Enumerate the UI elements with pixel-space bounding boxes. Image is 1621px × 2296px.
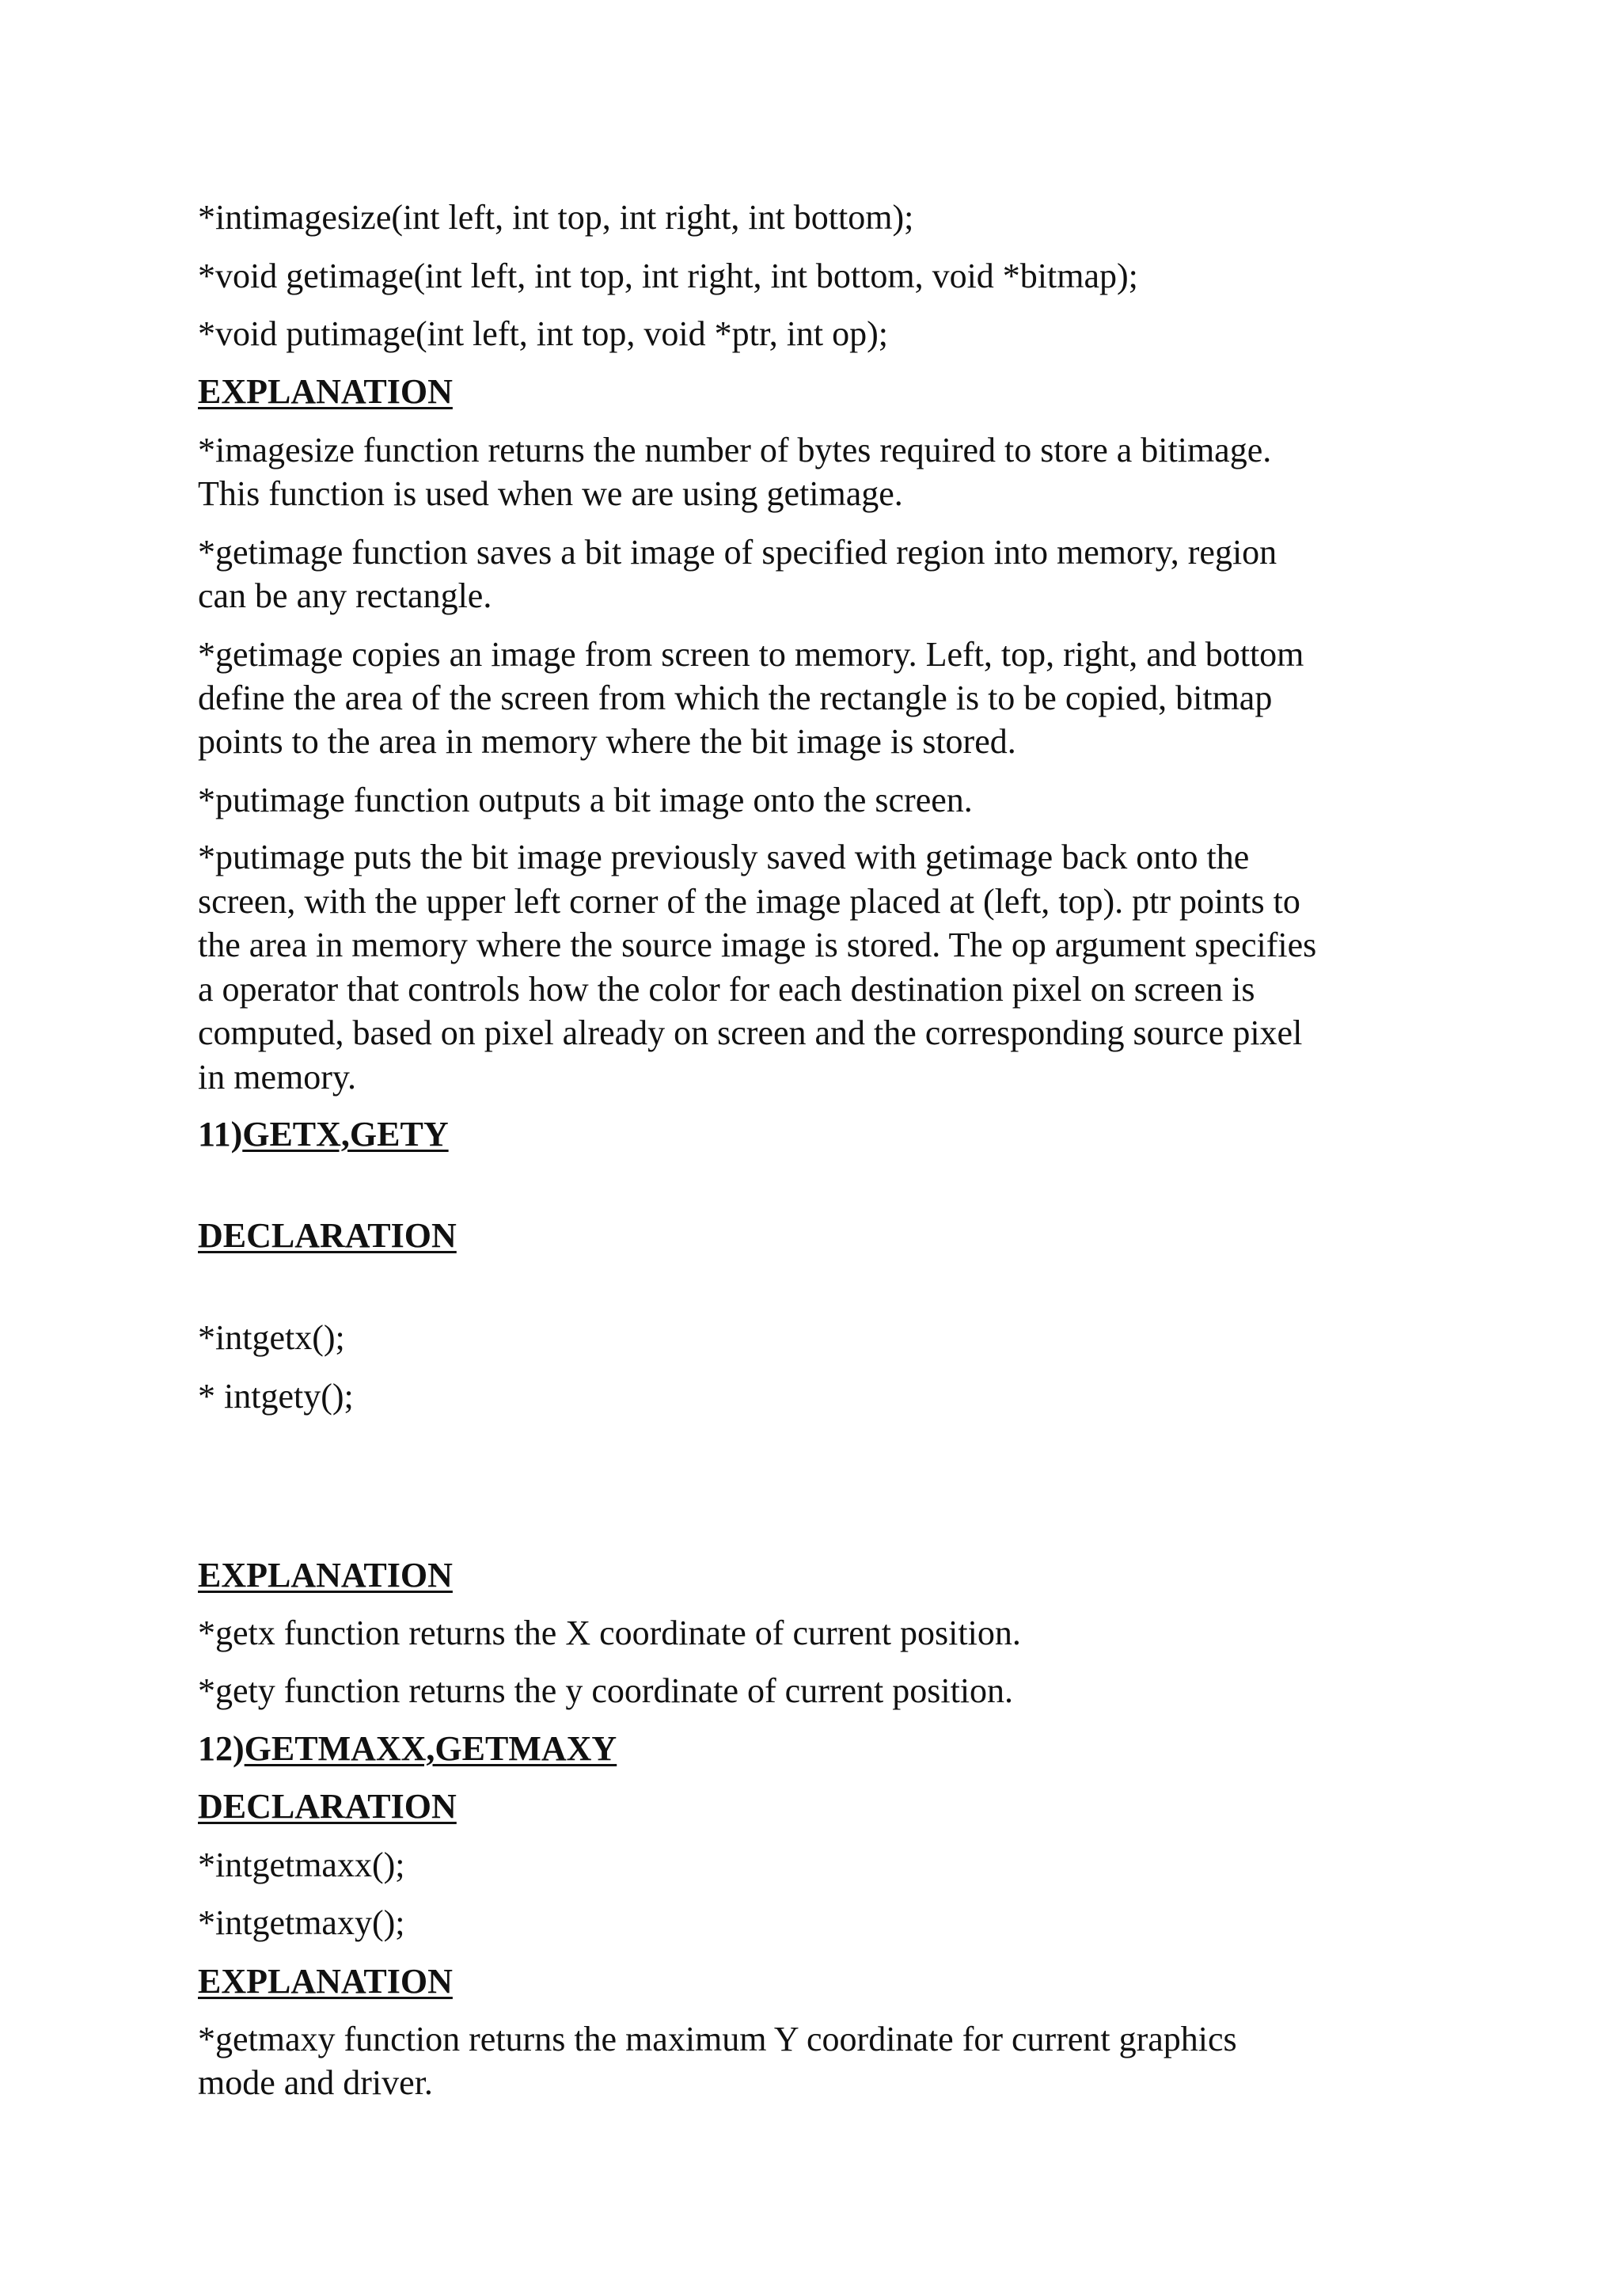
explanation-line: can be any rectangle. [198,576,492,615]
section-heading-getmaxx-getmaxy [198,1727,617,1771]
explanation-line: *imagesize function returns the number of bytes required to store a bitimage. [198,431,1272,469]
section-number: 12) [198,1729,245,1768]
explanation-line: points to the area in memory where the bit image is stored. [198,722,1016,761]
declaration-heading: DECLARATION [198,1787,457,1826]
explanation-heading: EXPLANATION [198,372,453,411]
explanation-line: *gety function returns the y coordinate of current position. [198,1671,1014,1710]
section-title: GETMAXX,GETMAXY [244,1729,617,1768]
explanation-line: *putimage function outputs a bit image onto the screen. [198,781,973,819]
declaration-getmaxx: *intgetmaxx(); [198,1846,405,1884]
declaration-getmaxy: *intgetmaxy(); [198,1903,405,1942]
explanation-line: computed, based on pixel already on screen and the corresponding source pixel [198,1013,1303,1052]
explanation-line: a operator that controls how the color for each destination pixel on screen is [198,970,1255,1009]
declaration-imagesize: *intimagesize(int left, int top, int right, int bottom); [198,198,914,237]
declaration-getimage: *void getimage(int left, int top, int right, int bottom, void *bitmap); [198,257,1138,295]
explanation-line: the area in memory where the source image is stored. The op argument specifies [198,926,1317,964]
explanation-line: screen, with the upper left corner of the image placed at (left, top). ptr points to [198,882,1300,921]
explanation-line: define the area of the screen from which the rectangle is to be copied, bitmap [198,679,1273,717]
explanation-line: *getmaxy function returns the maximum Y coordinate for current graphics [198,2020,1237,2058]
section-number: 11) [198,1115,243,1154]
declaration-putimage: *void putimage(int left, int top, void *ptr, int op); [198,314,889,353]
explanation-line: This function is used when we are using getimage. [198,474,903,513]
explanation-line: *putimage puts the bit image previously saved with getimage back onto the [198,838,1250,876]
section-title: GETX,GETY [242,1115,449,1154]
explanation-line: *getx function returns the X coordinate of current position. [198,1614,1021,1652]
explanation-line: in memory. [198,1058,356,1097]
explanation-line: mode and driver. [198,2063,433,2102]
declaration-heading: DECLARATION [198,1216,457,1255]
explanation-line: *getimage function saves a bit image of specified region into memory, region [198,533,1277,572]
declaration-getx: *intgetx(); [198,1318,345,1357]
declaration-gety: * intgety(); [198,1377,354,1416]
explanation-heading: EXPLANATION [198,1556,453,1595]
section-heading-getx-gety [198,1112,449,1157]
explanation-heading: EXPLANATION [198,1962,453,2001]
explanation-line: *getimage copies an image from screen to memory. Left, top, right, and bottom [198,635,1304,674]
